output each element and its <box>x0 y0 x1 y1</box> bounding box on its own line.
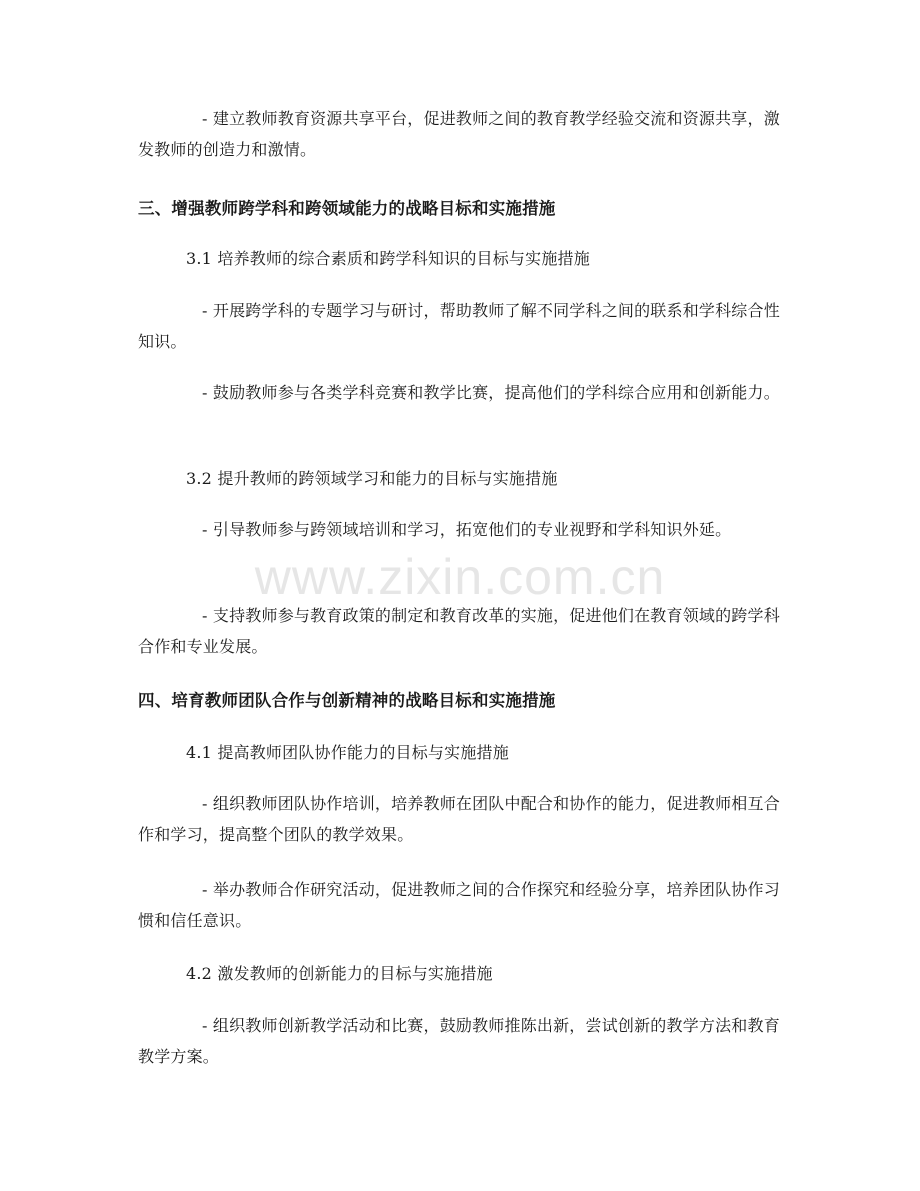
subsection-heading-4-1: 4.1 提高教师团队协作能力的目标与实施措施 <box>186 743 509 762</box>
bullet-paragraph: - 开展跨学科的专题学习与研讨，帮助教师了解不同学科之间的联系和学科综合性知识。 <box>138 301 780 351</box>
section-heading-3: 三、增强教师跨学科和跨领域能力的战略目标和实施措施 <box>138 199 556 218</box>
bullet-paragraph: - 举办教师合作研究活动，促进教师之间的合作探究和经验分享，培养团队协作习惯和信任意识。 <box>138 880 780 930</box>
section-heading-4: 四、培育教师团队合作与创新精神的战略目标和实施措施 <box>138 691 556 710</box>
bullet-paragraph: - 组织教师创新教学活动和比赛，鼓励教师推陈出新，尝试创新的教学方法和教育教学方案。 <box>138 1016 780 1066</box>
bullet-paragraph: - 鼓励教师参与各类学科竞赛和教学比赛，提高他们的学科综合应用和创新能力。 <box>202 383 780 402</box>
subsection-heading-3-1: 3.1 培养教师的综合素质和跨学科知识的目标与实施措施 <box>186 249 590 268</box>
bullet-paragraph: - 建立教师教育资源共享平台，促进教师之间的教育教学经验交流和资源共享，激发教师的创造力和激情。 <box>138 109 780 159</box>
bullet-paragraph: - 支持教师参与教育政策的制定和教育改革的实施，促进他们在教育领域的跨学科合作和专业发展。 <box>138 606 780 656</box>
watermark: www.zixin.com.cn <box>254 549 666 605</box>
bullet-paragraph: - 引导教师参与跨领域培训和学习，拓宽他们的专业视野和学科知识外延。 <box>202 520 732 539</box>
subsection-heading-3-2: 3.2 提升教师的跨领域学习和能力的目标与实施措施 <box>186 469 558 488</box>
bullet-paragraph: - 组织教师团队协作培训，培养教师在团队中配合和协作的能力，促进教师相互合作和学习，提高整个团队的教学效果。 <box>138 794 780 844</box>
subsection-heading-4-2: 4.2 激发教师的创新能力的目标与实施措施 <box>186 964 493 983</box>
